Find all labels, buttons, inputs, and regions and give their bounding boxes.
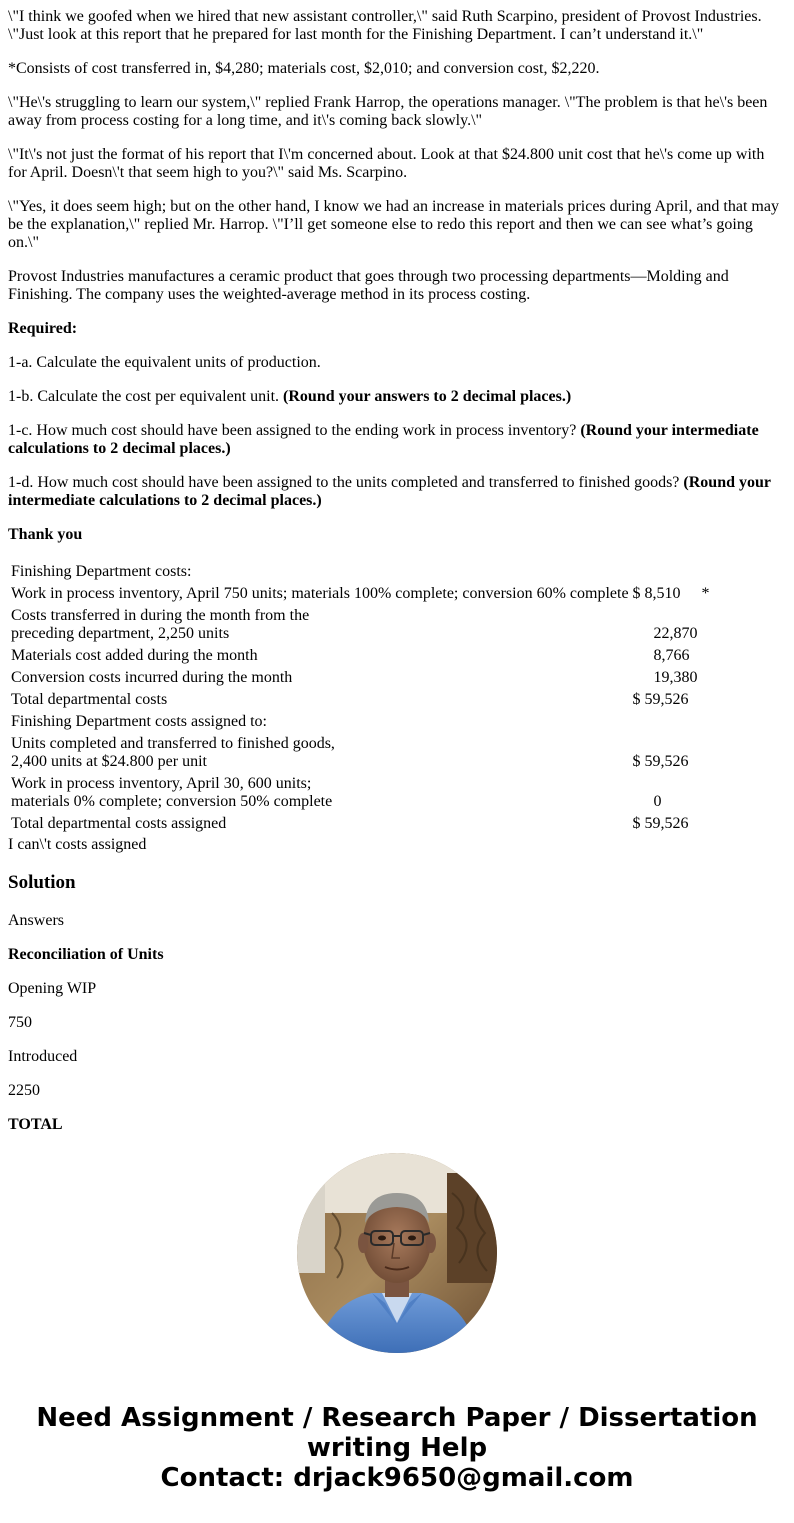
- transferred-in-label-line-2: preceding department, 2,250 units: [11, 625, 230, 642]
- total-assigned-amount: 59,526: [644, 815, 689, 832]
- table-row: [10, 690, 711, 710]
- thanks-text: Thank you: [8, 526, 83, 543]
- introduced-value: 2250: [8, 1082, 40, 1099]
- after-table-text: I can\'t costs assigned: [8, 836, 147, 853]
- question-1d-instruction: (Round your intermediate calculations to 2 decimal places.): [8, 474, 771, 509]
- conversion-label: Conversion costs incurred during the month: [11, 669, 293, 686]
- footer-line-2: writing Help: [306, 1433, 488, 1463]
- total-costs-amount: 59,526: [644, 691, 689, 708]
- table-row: [10, 562, 711, 582]
- transferred-in-label: [10, 606, 630, 644]
- intro-paragraph-5: \"Yes, it does seem high; but on the other hand, I know we had an increase in materials prices during April, and that may be the explanation,\" replied Mr. Harrop. \"I’ll get someone else to redo this report and then we can see what’s going on.\": [8, 198, 779, 251]
- finishing-cost-report-table: [8, 560, 713, 836]
- question-1c: [8, 422, 786, 458]
- question-1b: [8, 388, 786, 406]
- document-body: [8, 8, 786, 1150]
- solution-heading: Solution: [8, 872, 76, 893]
- table-row: [10, 646, 711, 666]
- table-row: [10, 734, 711, 772]
- assigned-heading: Finishing Department costs assigned to:: [11, 713, 267, 730]
- total-assigned-currency: $: [632, 815, 641, 832]
- materials-amount: 8,766: [653, 647, 690, 664]
- ending-wip-amount: 0: [653, 793, 662, 810]
- question-1a: 1-a. Calculate the equivalent units of production.: [8, 354, 321, 371]
- completed-label-line-1: Units completed and transferred to finished goods,: [11, 735, 335, 752]
- table-row: [10, 712, 711, 732]
- introduced-label: Introduced: [8, 1048, 78, 1065]
- opening-wip-label: Opening WIP: [8, 980, 97, 997]
- table-row: [10, 668, 711, 688]
- question-1c-text: 1-c. How much cost should have been assigned to the ending work in process inventory?: [8, 422, 581, 439]
- opening-wip-value: 750: [8, 1014, 32, 1031]
- footer-line-1: Need Assignment / Research Paper / Dissertation: [36, 1403, 758, 1433]
- transferred-in-label-line-1: Costs transferred in during the month from the: [11, 607, 310, 624]
- conversion-amount: 19,380: [653, 669, 698, 686]
- transferred-in-amount: 22,870: [653, 625, 698, 642]
- wip-april-amount: 8,510: [644, 585, 681, 602]
- completed-label-line-2: 2,400 units at $24.800 per unit: [11, 753, 207, 770]
- completed-currency: $: [632, 753, 641, 770]
- question-1d-text: 1-d. How much cost should have been assigned to the units completed and transferred to finished goods?: [8, 474, 684, 491]
- completed-amount: 59,526: [644, 753, 689, 770]
- author-portrait-image: [297, 1153, 497, 1353]
- ending-wip-label-line-1: Work in process inventory, April 30, 600 units;: [11, 775, 312, 792]
- intro-footnote: *Consists of cost transferred in, $4,280; materials cost, $2,010; and conversion cost, $2,220.: [8, 60, 600, 77]
- question-1c-instruction: (Round your intermediate calculations to 2 decimal places.): [8, 422, 759, 457]
- footer-contact: Contact: drjack9650@gmail.com: [160, 1463, 634, 1493]
- intro-paragraph-3: \"He\'s struggling to learn our system,\" replied Frank Harrop, the operations manager. \"The problem is that he\'s been away from process costing for a long time, and it\'s coming back slowly.\": [8, 94, 768, 129]
- intro-paragraph-4: \"It\'s not just the format of his report that I\'m concerned about. Look at that $24.800 unit cost that he\'s come up with for April. Doesn\'t that seem high to you?\" said Ms. Scarpino.: [8, 146, 765, 181]
- author-avatar: [297, 1153, 497, 1353]
- ending-wip-label: [10, 774, 630, 812]
- table-row: [10, 774, 711, 812]
- intro-paragraph-1: \"I think we goofed when we hired that new assistant controller,\" said Ruth Scarpino, president of Provost Industries. \"Just look at this report that he prepared for last month for the Finishing Department. I can’t understand it.\": [8, 8, 762, 43]
- required-heading: Required:: [8, 320, 78, 337]
- total-costs-label: Total departmental costs: [11, 691, 168, 708]
- wip-april-footnote-mark: *: [701, 585, 710, 602]
- ending-wip-label-line-2: materials 0% complete; conversion 50% complete: [11, 793, 333, 810]
- wip-april-currency: $: [632, 585, 641, 602]
- footer-advert: [0, 1403, 794, 1493]
- table-row: [10, 584, 711, 604]
- reconciliation-heading: Reconciliation of Units: [8, 946, 164, 963]
- costs-heading: Finishing Department costs:: [11, 563, 192, 580]
- materials-label: Materials cost added during the month: [11, 647, 258, 664]
- wip-april-label: Work in process inventory, April 750 units; materials 100% complete; conversion 60% complete: [11, 585, 629, 602]
- table-row: [10, 606, 711, 644]
- intro-paragraph-6: Provost Industries manufactures a ceramic product that goes through two processing departments—Molding and Finishing. The company uses the weighted-average method in its process costing.: [8, 268, 729, 303]
- completed-label: [10, 734, 630, 772]
- table-row: [10, 814, 711, 834]
- total-label: TOTAL: [8, 1116, 63, 1133]
- question-1b-instruction: (Round your answers to 2 decimal places.): [283, 388, 572, 405]
- question-1b-text: 1-b. Calculate the cost per equivalent unit.: [8, 388, 284, 405]
- question-1d: [8, 474, 786, 510]
- total-costs-currency: $: [632, 691, 641, 708]
- total-assigned-label: Total departmental costs assigned: [11, 815, 227, 832]
- answers-label: Answers: [8, 912, 64, 929]
